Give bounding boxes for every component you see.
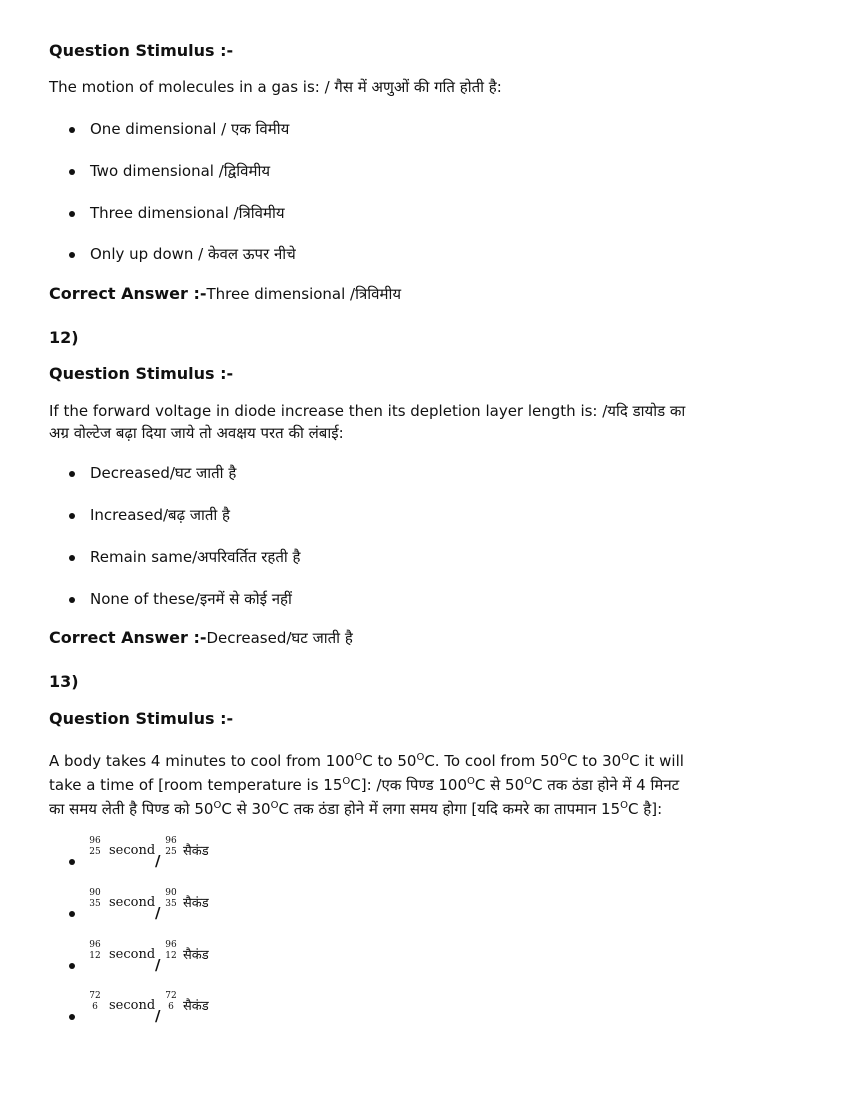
- q13-option-2: 90 35 second / 90 35 सैकंड: [69, 888, 309, 924]
- q12-number: 12): [49, 328, 79, 347]
- fraction: 72 6: [165, 991, 177, 1012]
- q11-option-2-label: Two dimensional /द्विविमीय: [90, 162, 271, 180]
- q11-option-1-label: One dimensional / एक विमीय: [90, 120, 290, 138]
- q13-option-4: 72 6 second / 72 6 सैकंड: [69, 991, 309, 1027]
- bullet-icon: [69, 127, 75, 133]
- q11-option-1: [69, 119, 289, 139]
- fraction: 96 12: [165, 940, 177, 961]
- fraction: 72 6: [89, 991, 101, 1012]
- q13-number: 13): [49, 672, 79, 691]
- q11-option-3: [69, 203, 285, 223]
- q12-answer-value: Decreased/घट जाती है: [206, 629, 353, 647]
- q12-option-1-label: Decreased/घट जाती है: [90, 464, 237, 482]
- q12-answer-label: Correct Answer :-: [49, 628, 207, 647]
- q11-stimulus-label: Question Stimulus :-: [49, 41, 234, 60]
- q13-option-1: 96 25 second / 96 25 सैकंड: [69, 836, 309, 872]
- q13-question-line-2: take a time of [room temperature is $15^OC$]: /एक पिण्ड $100^OC$ से $50^OC$ तक ठंडा होने में 4 मिनट: [49, 776, 680, 794]
- bullet-icon: [69, 252, 75, 258]
- q13-question-line-3: का समय लेती है पिण्ड को $50^OC$ से $30^OC$ तक ठंडा होने में लगा समय होगा [यदि कमरे का तापमान $15^OC$ है]:: [49, 800, 663, 818]
- q12-question-line-2: अग्र वोल्टेज बढ़ा दिया जाये तो अवक्षय परत की लंबाई:: [49, 424, 344, 442]
- q12-option-4-label: None of these/इनमें से कोई नहीं: [90, 590, 292, 608]
- q11-question-text: The motion of molecules in a gas is: / गैस में अणुओं की गति होती है:: [49, 78, 502, 96]
- q13-option-3: 96 12 second / 96 12 सैकंड: [69, 940, 309, 976]
- bullet-icon: [69, 911, 75, 917]
- bullet-icon: [69, 1014, 75, 1020]
- fraction: 90 35: [165, 888, 177, 909]
- bullet-icon: [69, 471, 75, 477]
- q11-option-2: [69, 161, 270, 181]
- q12-option-3: [69, 547, 301, 567]
- q12-option-4: [69, 589, 292, 609]
- q12-option-2-label: Increased/बढ़ जाती है: [90, 506, 231, 524]
- q13-question-line-1: A body takes 4 minutes to cool from $100^OC$ to $50^OC$. To cool from $50^OC$ to $30^OC$ it will: [49, 752, 684, 770]
- q11-option-4: [69, 244, 296, 264]
- bullet-icon: [69, 169, 75, 175]
- bullet-icon: [69, 555, 75, 561]
- fraction: 90 35: [89, 888, 101, 909]
- q12-option-1: [69, 463, 236, 483]
- q11-option-3-label: Three dimensional /त्रिविमीय: [90, 204, 285, 222]
- fraction: 96 25: [165, 836, 177, 857]
- q12-option-2: [69, 505, 230, 525]
- q11-correct-answer: [49, 284, 401, 304]
- q11-option-4-label: Only up down / केवल ऊपर नीचे: [90, 245, 296, 263]
- bullet-icon: [69, 211, 75, 217]
- q13-stimulus-label: Question Stimulus :-: [49, 709, 234, 728]
- bullet-icon: [69, 597, 75, 603]
- q12-question-line-1: If the forward voltage in diode increase then its depletion layer length is: /यदि डायोड का: [49, 402, 686, 420]
- bullet-icon: [69, 859, 75, 865]
- q12-option-3-label: Remain same/अपरिवर्तित रहती है: [90, 548, 301, 566]
- q11-answer-value: Three dimensional /त्रिविमीय: [206, 285, 402, 303]
- fraction: 96 25: [89, 836, 101, 857]
- q12-correct-answer: [49, 628, 353, 648]
- fraction: 96 12: [89, 940, 101, 961]
- bullet-icon: [69, 513, 75, 519]
- q12-stimulus-label: Question Stimulus :-: [49, 364, 234, 383]
- bullet-icon: [69, 963, 75, 969]
- q11-answer-label: Correct Answer :-: [49, 284, 207, 303]
